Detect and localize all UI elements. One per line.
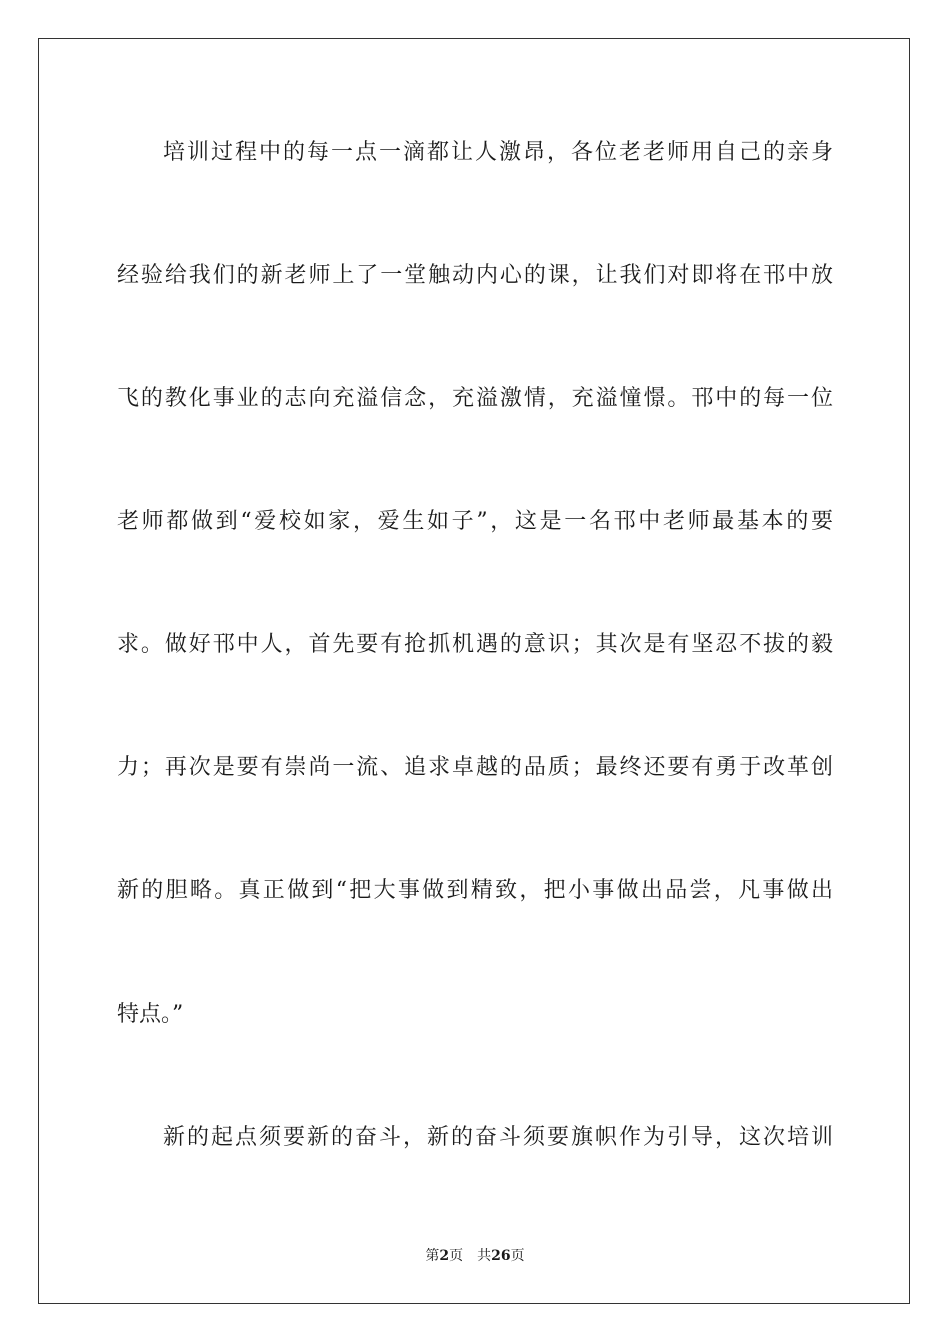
paragraph-line: 培训过程中的每一点一滴都让人激昂，各位老老师用自己的亲身: [163, 140, 833, 165]
paragraph-line: 新的起点须要新的奋斗，新的奋斗须要旗帜作为引导，这次培训: [163, 1125, 833, 1150]
paragraph-line: 特点。”: [117, 1002, 184, 1027]
paragraph-line: 求。做好邗中人，首先要有抢抓机遇的意识；其次是有坚忍不拔的毅: [117, 632, 833, 657]
total-prefix: 共: [477, 1248, 492, 1264]
paragraph-line: 飞的教化事业的志向充溢信念，充溢激情，充溢憧憬。邗中的每一位: [117, 386, 833, 411]
page-footer: [0, 1247, 950, 1265]
paragraph-line: 新的胆略。真正做到“把大事做到精致，把小事做出品尝，凡事做出: [117, 878, 833, 903]
page-border: [38, 38, 910, 1304]
page-number: 2: [439, 1248, 450, 1264]
total-suffix: 页: [510, 1248, 525, 1264]
paragraph-line: 经验给我们的新老师上了一堂触动内心的课，让我们对即将在邗中放: [117, 263, 833, 288]
page-prefix: 第: [425, 1248, 440, 1264]
total-pages: 26: [491, 1248, 511, 1264]
page-suffix: 页: [449, 1248, 464, 1264]
paragraph-line: 老师都做到“爱校如家，爱生如子”，这是一名邗中老师最基本的要: [117, 509, 833, 534]
paragraph-line: 力；再次是要有崇尚一流、追求卓越的品质；最终还要有勇于改革创: [117, 755, 833, 780]
